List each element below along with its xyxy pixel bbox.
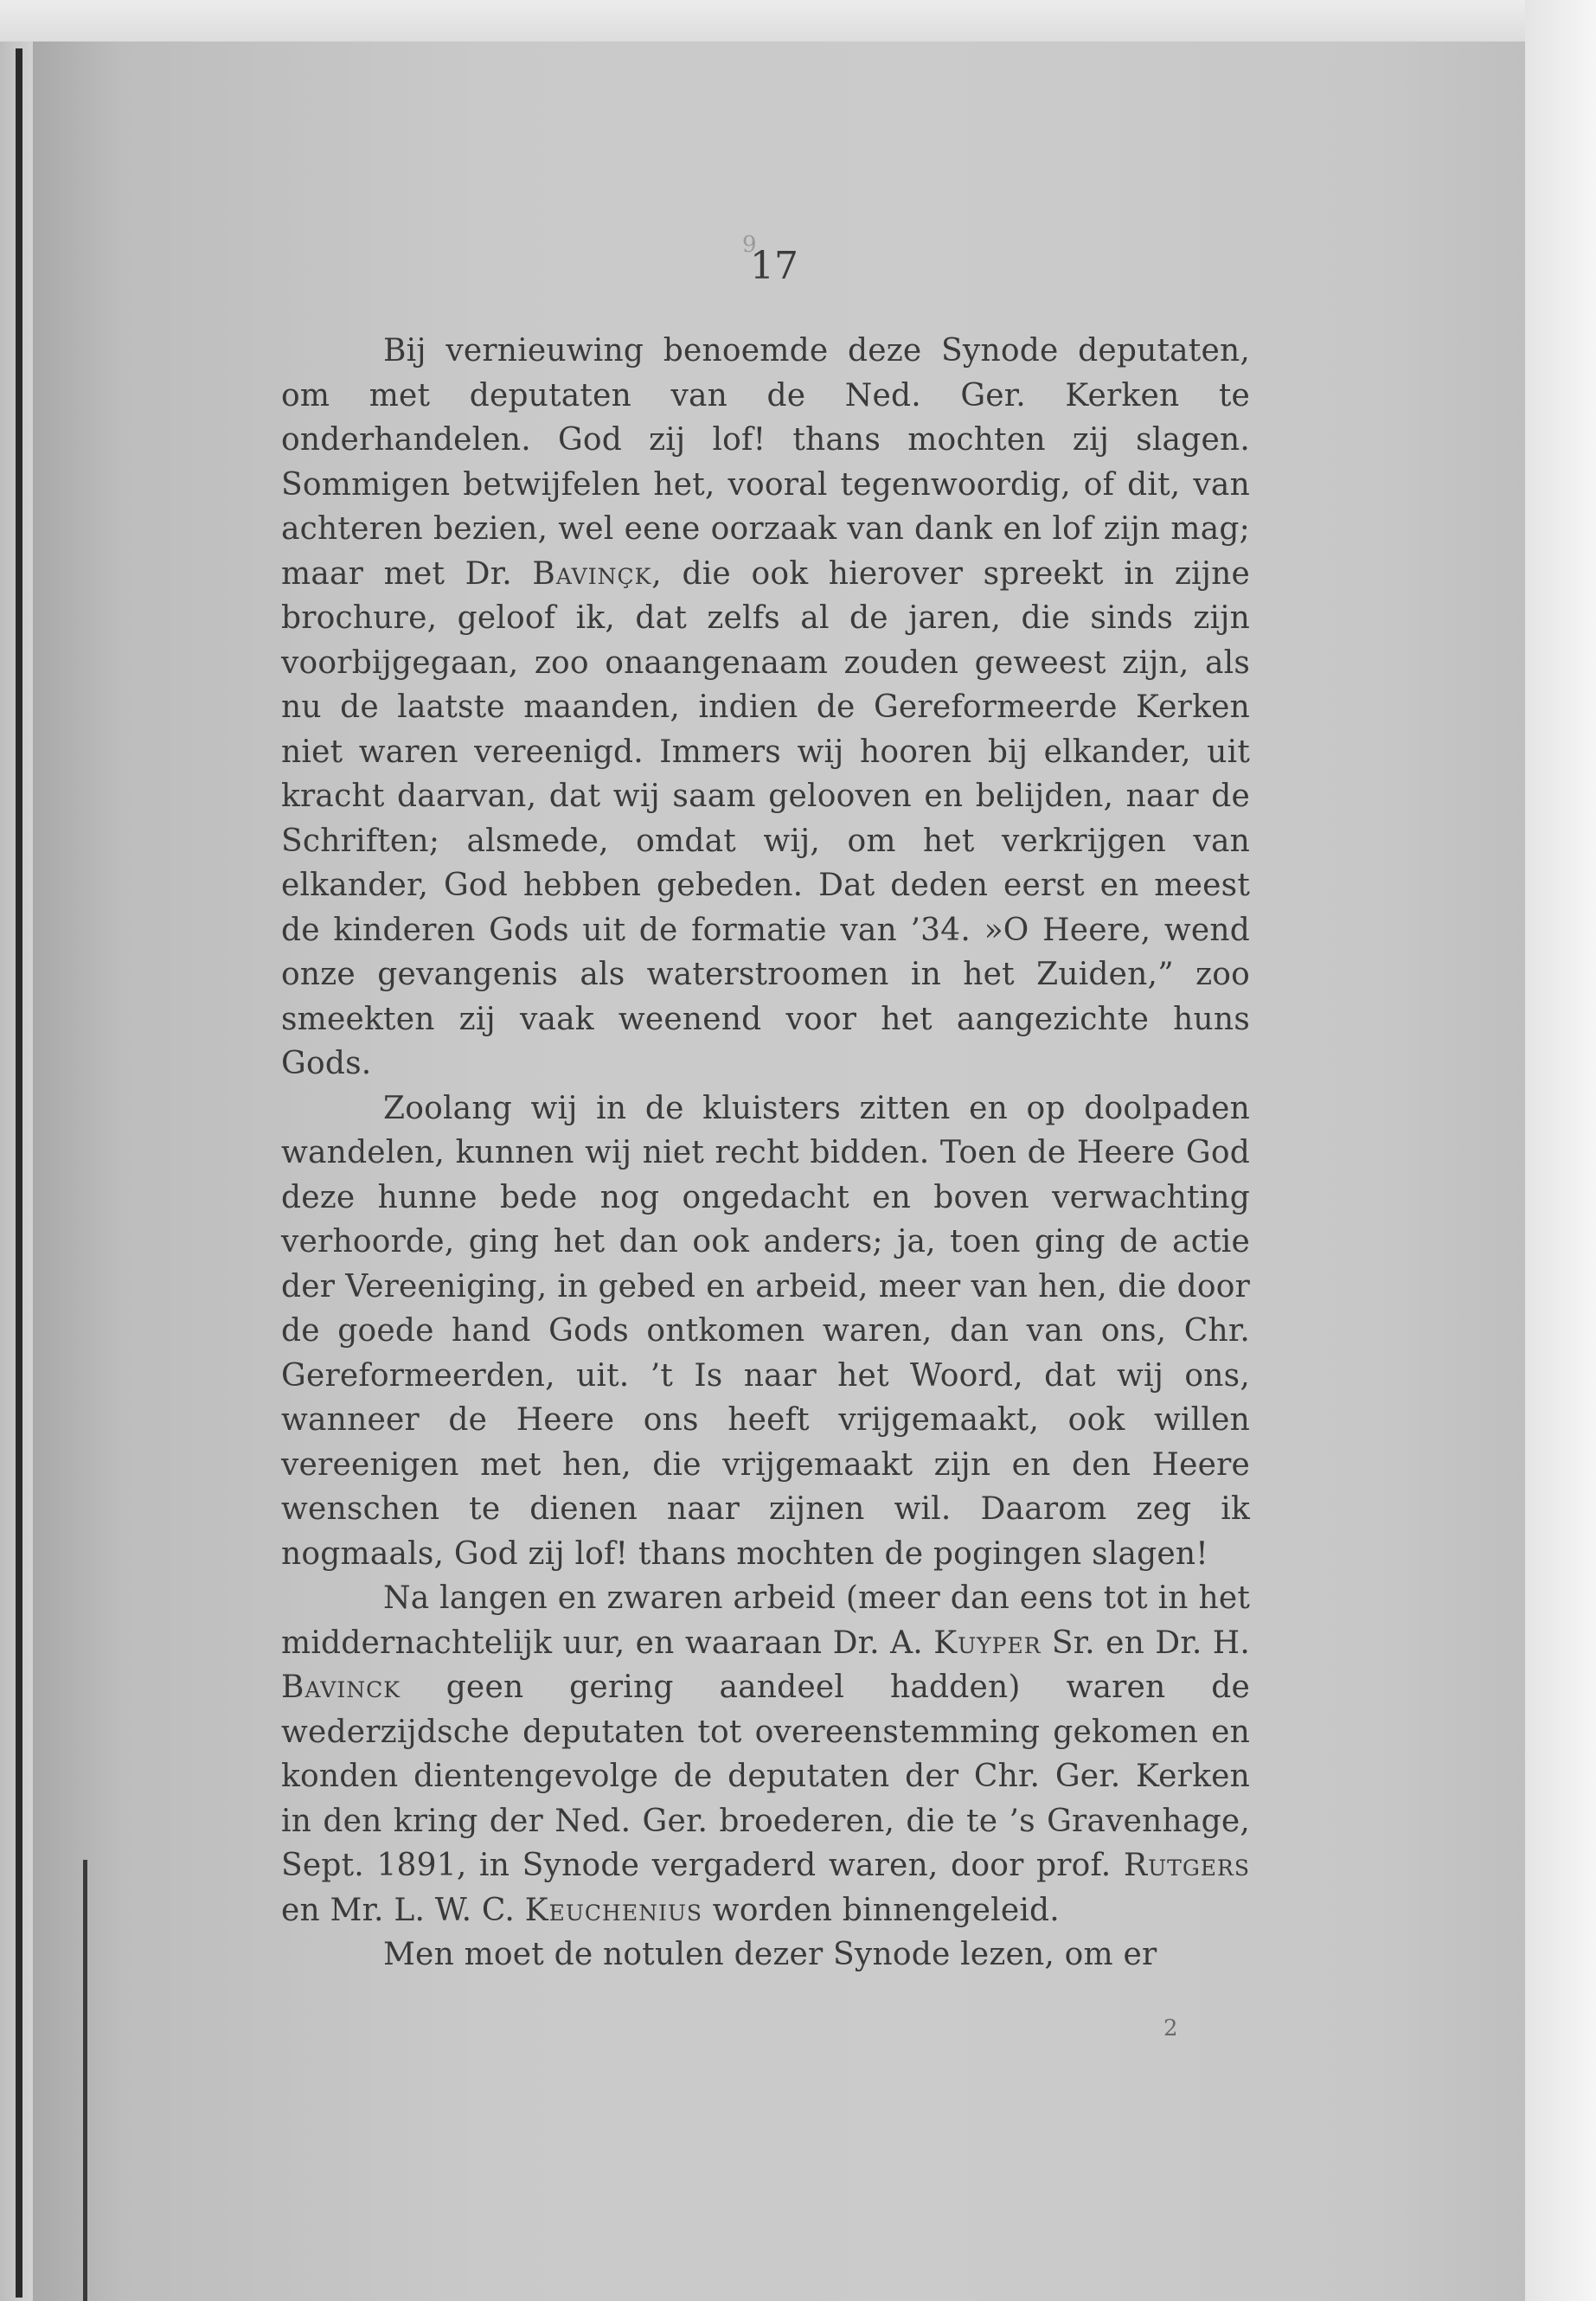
page-number-text: 17 <box>750 244 798 288</box>
text-run: Na langen en zwaren arbeid (meer dan eens tot in het middernachtelijk uur, en waaraan Dr. A. <box>281 1580 1250 1661</box>
name-smallcaps: Rutgers <box>1123 1848 1250 1883</box>
page-number <box>727 232 822 288</box>
paragraph <box>281 1932 1250 1977</box>
pencil-mark: 9 <box>742 232 757 258</box>
paragraph <box>281 1086 1250 1577</box>
name-smallcaps: Kuyper <box>933 1625 1042 1661</box>
text-run: Sr. en Dr. H. <box>1041 1625 1250 1661</box>
name-smallcaps: Keuchenius <box>524 1892 703 1928</box>
name-smallcaps: Bavinçk <box>532 555 652 592</box>
body-text <box>281 329 1250 1977</box>
text-run: Bij vernieuwing benoemde deze Synode deputaten, om met deputaten van de Ned. Ger. Kerken te onderhandelen. God zij lof! thans mochten zij slagen. Sommigen betwijfelen het, vooral tegenwoordig, of dit, van achteren bezien, wel eene oorzaak van dank en lof zijn mag; maar met Dr. <box>281 333 1250 592</box>
scan-edge-top <box>0 0 1596 42</box>
text-run: worden binnengeleid. <box>702 1892 1060 1928</box>
text-run: en Mr. L. W. C. <box>281 1892 525 1928</box>
text-run: geen gering aandeel hadden) waren de wederzijdsche deputaten tot overeenstemming gekomen en konden dientengevolge de deputaten der Chr. Ger. Kerken in den kring der Ned. Ger. broederen, die te ’s Gravenhage, Sept. 1891, in Synode vergaderd waren, door prof. <box>281 1670 1250 1883</box>
paragraph <box>281 1576 1250 1932</box>
binding-shadow-line-lower <box>83 1860 87 2301</box>
signature-mark: 2 <box>1163 2016 1178 2041</box>
paragraph <box>281 329 1250 1086</box>
text-run: , die ook hierover spreekt in zijne brochure, geloof ik, dat zelfs al de jaren, die sinds zijn voorbijgegaan, zoo onaangenaam zouden geweest zijn, als nu de laatste maanden, indien de Gereformeerde Kerken niet waren vereenigd. Immers wij hooren bij elkander, uit kracht daarvan, dat wij saam gelooven en belijden, naar de Schriften; alsmede, omdat wij, om het verkrijgen van elkander, God hebben gebeden. Dat deden eerst en meest de kinderen Gods uit de formatie van ’34. »O Heere, wend onze gevangenis als waterstroomen in het Zuiden,” zoo smeekten zij vaak weenend voor het aangezichte huns Gods. <box>281 555 1251 1081</box>
name-smallcaps: Bavinck <box>281 1670 401 1705</box>
text-run: Zoolang wij in de kluisters zitten en op doolpaden wandelen, kunnen wij niet recht bidden. Toen de Heere God deze hunne bede nog ongedacht en boven verwachting verhoorde, ging het dan ook anders; ja, toen ging de actie der Vereeniging, in gebed en arbeid, meer van hen, die door de goede hand Gods ontkomen waren, dan van ons, Chr. Gereformeerden, uit. ’t Is naar het Woord, dat wij ons, wanneer de Heere ons heeft vrijgemaakt, ook willen vereenigen met hen, die vrijgemaakt zijn en den Heere wenschen te dienen naar zijnen wil. Daarom zeg ik nogmaals, God zij lof! thans mochten de pogingen slagen! <box>281 1090 1250 1572</box>
scan-edge-right <box>1525 0 1596 2301</box>
binding-shadow-line <box>16 48 22 2298</box>
text-run: Men moet de notulen dezer Synode lezen, om er <box>383 1937 1157 1972</box>
